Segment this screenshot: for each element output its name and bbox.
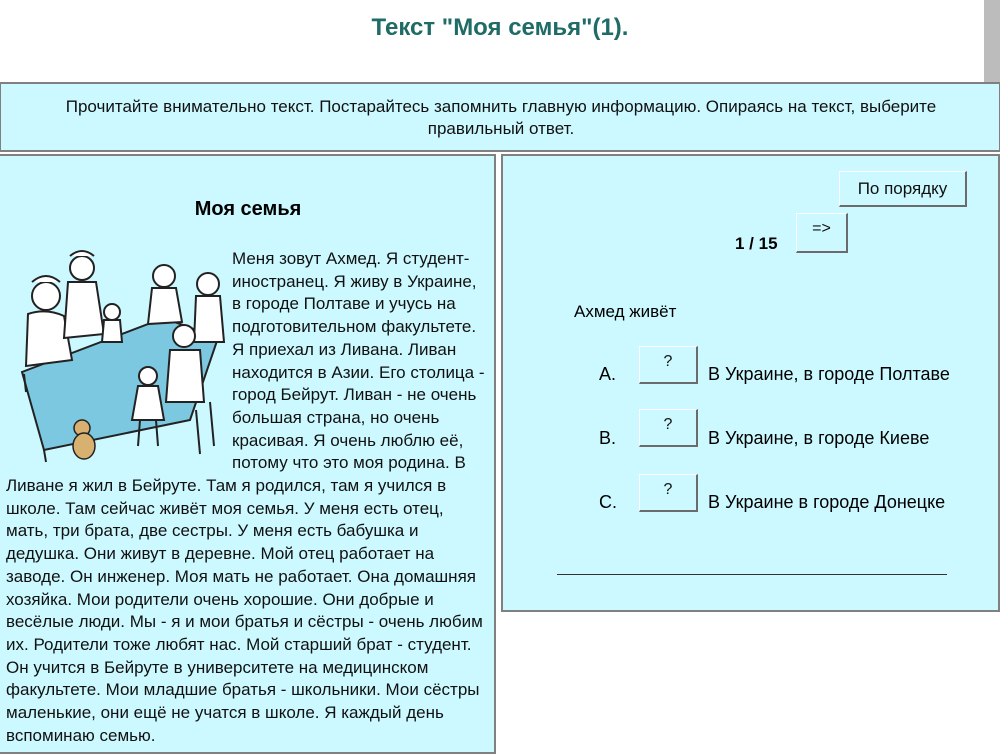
option-c-letter: C. [599, 492, 617, 512]
story-text [6, 248, 490, 747]
option-c-text: В Украине в городе Донецке [708, 492, 946, 512]
option-b-letter: B. [599, 428, 617, 448]
option-a-letter: A. [599, 364, 617, 384]
question-counter: 1 / 15 [735, 234, 778, 253]
option-b-button[interactable]: ? [639, 409, 698, 447]
picture-spacer [6, 248, 232, 474]
option-b-text: В Украине, в городе Киеве [708, 428, 930, 448]
option-a-button[interactable]: ? [639, 346, 698, 384]
instruction-text: Прочитайте внимательно текст. Постарайтесь запомнить главную информацию. Опираясь на текст, выберите правильный ответ. [65, 97, 937, 138]
answer-line [557, 574, 947, 575]
page-title: Текст "Моя семья"(1). [371, 14, 629, 41]
option-a-text: В Украине, в городе Полтаве [708, 364, 950, 384]
scrollbar-strip [984, 0, 1000, 82]
option-c-button[interactable]: ? [639, 474, 698, 512]
story-body: Меня зовут Ахмед. Я студент-иностранец. Я живу в Украине, в городе Полтаве и учусь на подготовительном факультете. Я приехал из Ливана. Ливан находится в Азии. Его столица - город Бейрут. Ливан - не очень большая страна, но очень красивая. Я очень люблю её, потому что это моя родина. В Ливане я жил в Бейруте. Там я родился, там я учился в школе. Там сейчас живёт моя семья. У меня есть отец, мать, три брата, две сестры. У меня есть бабушка и дедушка. Они живут в деревне. Мой отец работает на заводе. Он инженер. Моя мать не работает. Она домашняя хозяйка. Мои родители очень хорошие. Они добрые и весёлые люди. Мы - я и мои братья и сёстры - очень любим их. Родители тоже любят нас. Мой старший брат - студент. Он учится в Бейруте в университете на медицинском факультете. Мои младшие братья - школьники. Мои сёстры маленькие, они ещё не учатся в школе. Я каждый день вспоминаю семью. [6, 249, 485, 745]
question-text: Ахмед живёт [574, 302, 677, 321]
text-panel [0, 154, 496, 754]
order-button[interactable]: По порядку [839, 171, 967, 207]
quiz-panel [501, 154, 1000, 612]
instruction-box [0, 82, 1000, 152]
title-bar [0, 0, 1000, 82]
next-button[interactable]: => [796, 213, 848, 253]
story-title: Моя семья [194, 198, 302, 220]
